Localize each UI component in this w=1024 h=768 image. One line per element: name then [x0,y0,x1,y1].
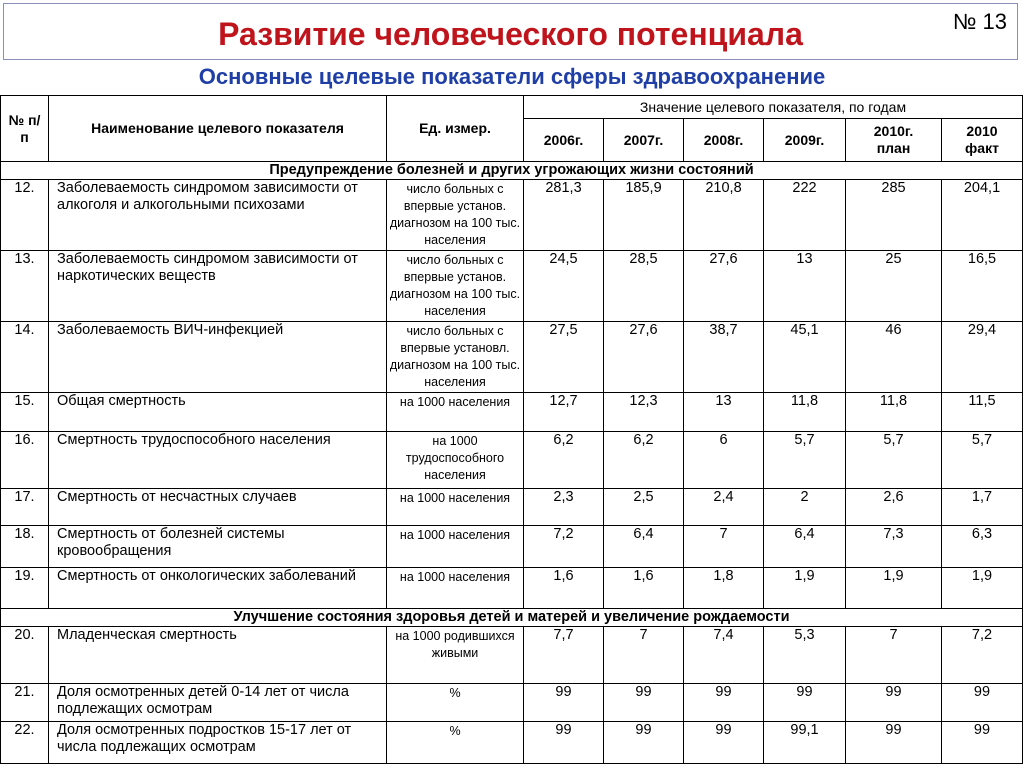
value-cell: 7,7 [524,627,604,684]
indicator-name: Смертность от онкологических заболеваний [49,568,387,609]
value-cell: 6 [684,432,764,489]
slide-number: № 13 [952,9,1007,34]
header-year: 2010г. план [846,119,942,162]
value-cell: 7,4 [684,627,764,684]
header-year: 2008г. [684,119,764,162]
title-box [3,3,1018,60]
header-name: Наименование целевого показателя [49,96,387,162]
header-year: 2009г. [764,119,846,162]
value-cell: 99 [524,684,604,722]
value-cell: 6,2 [524,432,604,489]
value-cell: 7,2 [942,627,1023,684]
value-cell: 6,4 [604,526,684,568]
value-cell: 5,7 [764,432,846,489]
unit-of-measure: на 1000 населения [387,526,524,568]
page-title: Развитие человеческого потенциала [218,16,803,52]
section-title: Предупреждение болезней и других угрожающих жизни состояний [1,162,1023,180]
value-cell: 1,9 [846,568,942,609]
value-cell: 38,7 [684,322,764,393]
table-row [1,432,1023,489]
value-cell: 5,7 [846,432,942,489]
value-cell: 2,6 [846,489,942,526]
indicator-name: Заболеваемость синдромом зависимости от алкоголя и алкогольными психозами [49,180,387,251]
value-cell: 11,5 [942,393,1023,432]
value-cell: 12,7 [524,393,604,432]
row-number: 12. [1,180,49,251]
value-cell: 1,6 [604,568,684,609]
indicator-name: Младенческая смертность [49,627,387,684]
unit-of-measure: на 1000 родившихся живыми [387,627,524,684]
indicator-name: Доля осмотренных детей 0-14 лет от числа подлежащих осмотрам [49,684,387,722]
value-cell: 27,6 [604,322,684,393]
value-cell: 6,4 [764,526,846,568]
unit-of-measure: на 1000 населения [387,568,524,609]
value-cell: 1,9 [942,568,1023,609]
value-cell: 5,7 [942,432,1023,489]
indicator-name: Доля осмотренных подростков 15-17 лет от числа подлежащих осмотрам [49,722,387,764]
unit-of-measure: число больных с впервые установл. диагнозом на 100 тыс. населения [387,322,524,393]
indicator-name: Заболеваемость ВИЧ-инфекцией [49,322,387,393]
value-cell: 99 [764,684,846,722]
header-year: 2006г. [524,119,604,162]
value-cell: 2 [764,489,846,526]
row-number: 18. [1,526,49,568]
value-cell: 99 [846,684,942,722]
value-cell: 12,3 [604,393,684,432]
unit-of-measure: число больных с впервые установ. диагнозом на 100 тыс. населения [387,251,524,322]
indicator-name: Смертность от болезней системы кровообращения [49,526,387,568]
value-cell: 7 [846,627,942,684]
table-row [1,526,1023,568]
value-cell: 210,8 [684,180,764,251]
value-cell: 16,5 [942,251,1023,322]
indicators-table [0,95,1023,764]
value-cell: 11,8 [764,393,846,432]
value-cell: 11,8 [846,393,942,432]
value-cell: 13 [684,393,764,432]
value-cell: 99 [846,722,942,764]
table-row [1,489,1023,526]
value-cell: 222 [764,180,846,251]
unit-of-measure: на 1000 населения [387,393,524,432]
row-number: 22. [1,722,49,764]
value-cell: 99 [604,722,684,764]
value-cell: 7,2 [524,526,604,568]
unit-of-measure: % [387,684,524,722]
value-cell: 99 [684,684,764,722]
value-cell: 1,8 [684,568,764,609]
value-cell: 281,3 [524,180,604,251]
indicator-name: Общая смертность [49,393,387,432]
row-number: 14. [1,322,49,393]
value-cell: 185,9 [604,180,684,251]
value-cell: 29,4 [942,322,1023,393]
value-cell: 24,5 [524,251,604,322]
row-number: 16. [1,432,49,489]
value-cell: 6,3 [942,526,1023,568]
value-cell: 46 [846,322,942,393]
unit-of-measure: на 1000 трудоспособного населения [387,432,524,489]
value-cell: 2,5 [604,489,684,526]
table-row [1,180,1023,251]
value-cell: 99 [684,722,764,764]
unit-of-measure: % [387,722,524,764]
value-cell: 5,3 [764,627,846,684]
value-cell: 7,3 [846,526,942,568]
table-row [1,722,1023,764]
header-values-group: Значение целевого показателя, по годам [524,96,1023,119]
indicator-name: Смертность от несчастных случаев [49,489,387,526]
value-cell: 99 [942,722,1023,764]
value-cell: 7 [684,526,764,568]
section-title: Улучшение состояния здоровья детей и матерей и увеличение рождаемости [1,609,1023,627]
indicator-name: Заболеваемость синдромом зависимости от наркотических веществ [49,251,387,322]
value-cell: 28,5 [604,251,684,322]
table-row [1,393,1023,432]
indicator-name: Смертность трудоспособного населения [49,432,387,489]
table-row [1,322,1023,393]
row-number: 13. [1,251,49,322]
value-cell: 45,1 [764,322,846,393]
value-cell: 99 [524,722,604,764]
row-number: 17. [1,489,49,526]
value-cell: 1,6 [524,568,604,609]
unit-of-measure: число больных с впервые установ. диагнозом на 100 тыс. населения [387,180,524,251]
value-cell: 27,6 [684,251,764,322]
row-number: 15. [1,393,49,432]
value-cell: 99 [604,684,684,722]
value-cell: 204,1 [942,180,1023,251]
header-num: № п/п [1,96,49,162]
value-cell: 7 [604,627,684,684]
value-cell: 27,5 [524,322,604,393]
value-cell: 99 [942,684,1023,722]
value-cell: 2,3 [524,489,604,526]
row-number: 20. [1,627,49,684]
row-number: 21. [1,684,49,722]
value-cell: 1,9 [764,568,846,609]
value-cell: 13 [764,251,846,322]
value-cell: 2,4 [684,489,764,526]
value-cell: 99,1 [764,722,846,764]
table-row [1,684,1023,722]
header-unit: Ед. измер. [387,96,524,162]
value-cell: 1,7 [942,489,1023,526]
table-row [1,627,1023,684]
table-row [1,251,1023,322]
row-number: 19. [1,568,49,609]
page-subtitle: Основные целевые показатели сферы здравоохранение [198,64,826,89]
unit-of-measure: на 1000 населения [387,489,524,526]
value-cell: 6,2 [604,432,684,489]
table-row [1,568,1023,609]
value-cell: 285 [846,180,942,251]
header-year: 2010 факт [942,119,1023,162]
value-cell: 25 [846,251,942,322]
header-year: 2007г. [604,119,684,162]
